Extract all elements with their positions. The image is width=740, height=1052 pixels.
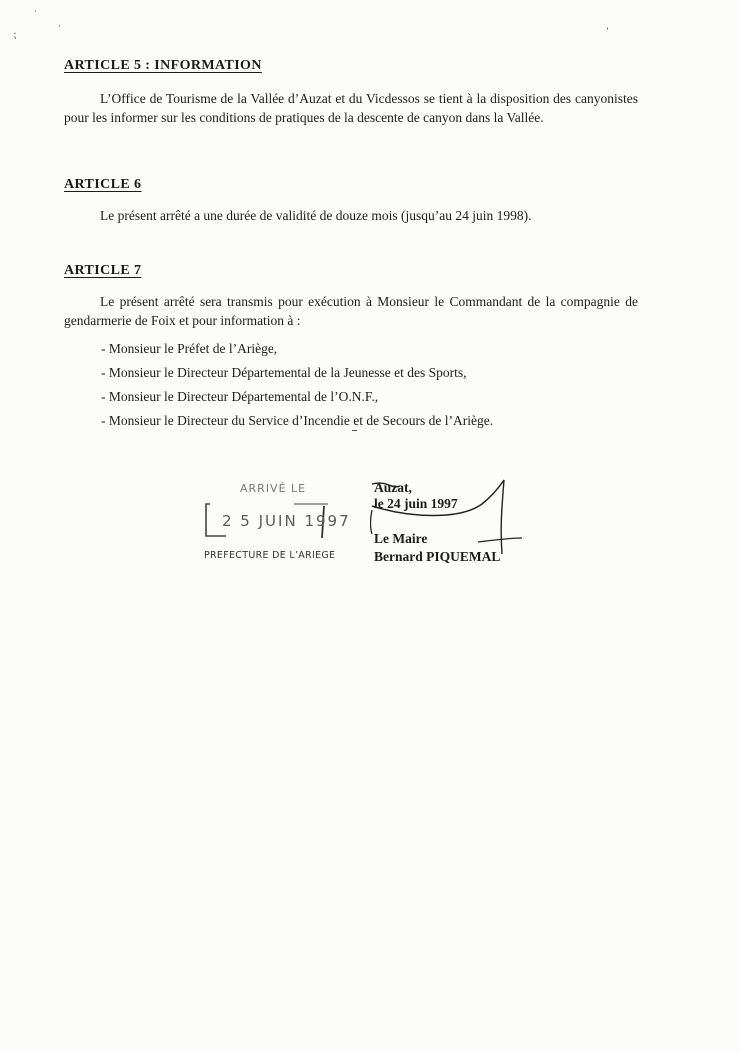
scan-speck: ˈ: [606, 27, 609, 38]
scan-speck: ˙: [33, 10, 38, 21]
article-5-body: L’Office de Tourisme de la Vallée d’Auzat et du Vicdessos se tient à la disposition des canyonistes pour les informer sur les conditions de pratiques de la descente de canyon dans la Vallée.: [64, 91, 638, 125]
signature-name: Bernard PIQUEMAL: [374, 549, 501, 564]
recipient-item: - Monsieur le Préfet de l’Ariège,: [101, 341, 278, 356]
recipient-item: - Monsieur le Directeur du Service d’Incendie et de Secours de l’Ariège.: [101, 413, 494, 428]
article-7-heading: ARTICLE 7: [64, 263, 142, 278]
handwritten-signature-icon: [370, 476, 530, 572]
received-stamp: [198, 480, 351, 566]
article-6-heading: ARTICLE 6: [64, 177, 142, 192]
stamp-date: 2 5 JUIN 1997: [222, 512, 351, 530]
article-7-body: Le présent arrêté sera transmis pour exécution à Monsieur le Commandant de la compagnie de gendarmerie de Foix et pour information à :: [64, 294, 638, 328]
signature-block: [370, 476, 530, 572]
recipient-item: - Monsieur le Directeur Départemental de l’O.N.F.,: [101, 389, 379, 404]
signature-place: Auzat,: [374, 480, 412, 495]
article-5-heading: ARTICLE 5 : INFORMATION: [64, 58, 262, 73]
article-6-body: Le présent arrêté a une durée de validité de douze mois (jusqu’au 24 juin 1998).: [100, 208, 532, 223]
recipient-item: - Monsieur le Directeur Départemental de la Jeunesse et des Sports,: [101, 365, 467, 380]
stamp-authority: PREFECTURE DE L’ARIEGE: [204, 550, 336, 561]
scan-speck: ˙: [57, 25, 62, 36]
signature-title: Le Maire: [374, 531, 428, 546]
signature-date: le 24 juin 1997: [374, 496, 458, 511]
recipient-list: [101, 337, 493, 433]
stamp-arrival-label: ARRIVÉ LE: [240, 482, 307, 495]
scan-speck: ⁏: [13, 30, 17, 41]
scan-mark: [352, 430, 357, 431]
